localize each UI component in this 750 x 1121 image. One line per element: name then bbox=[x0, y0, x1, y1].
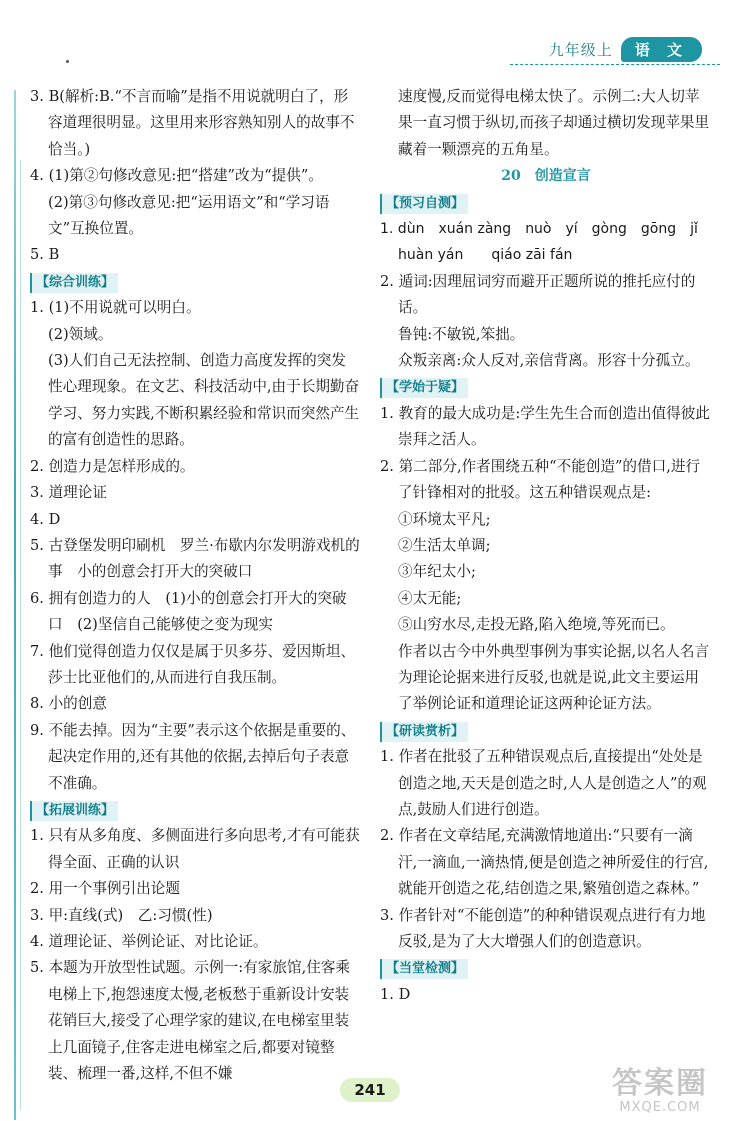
answer-item: 5. B bbox=[30, 246, 60, 264]
margin-dot bbox=[66, 60, 69, 63]
answer-item: 3. 甲:直线(式) 乙:习惯(性) bbox=[30, 906, 213, 924]
answer-item: 9. 不能去掉。因为“主要”表示这个依据是重要的、起决定作用的,还有其他的依据,去掉后句子表意不准确。 bbox=[30, 721, 356, 792]
section-heading-yandu: 【研读赏析】 bbox=[380, 722, 468, 742]
section-heading-xueshi: 【学始于疑】 bbox=[380, 378, 468, 398]
answer-item: (2)领域。 bbox=[48, 325, 113, 343]
answer-item: ①环境太平凡; bbox=[398, 510, 491, 528]
answer-item: 1. (1)不用说就可以明白。 bbox=[30, 299, 201, 317]
answer-item: 7. 他们觉得创造力仅仅是属于贝多芬、爱因斯坦、莎士比亚他们的,从而进行自我压制。 bbox=[30, 642, 356, 686]
grade-label: 九年级上 bbox=[548, 40, 613, 59]
answer-item: 8. 小的创意 bbox=[30, 695, 107, 713]
answer-item: 1. 教育的最大成功是:学生先生合而创造出值得彼此崇拜之活人。 bbox=[380, 404, 710, 449]
watermark-url: MXQE.COM bbox=[619, 1100, 701, 1115]
answer-item: 3. B(解析:B.“不言而喻”是指不用说就明白了，形容道理很明显。这里用来形容熟知别人的故事不恰当。) bbox=[30, 88, 355, 158]
answer-item: 作者以古今中外典型事例为事实论据,以名人名言为理论论据来进行反驳,也就是说,此文主要运用了举例论证和道理论证这两种论证方法。 bbox=[398, 642, 710, 713]
answer-item: 2. 作者在文章结尾,充满激情地道出:“只要有一滴汗,一滴血,一滴热情,便是创造之神所爱住的行宫,就能开创造之花,结创造之果,繁殖创造之森林。” bbox=[380, 827, 709, 898]
answer-item: ④太无能; bbox=[398, 589, 462, 607]
answer-item: 2. 创造力是怎样形成的。 bbox=[30, 457, 195, 475]
right-column bbox=[380, 84, 712, 1008]
answer-item: 4. 道理论证、举例论证、对比论证。 bbox=[30, 933, 268, 950]
section-heading-zonghe: 【综合训练】 bbox=[30, 273, 118, 293]
page-spine-line-inner bbox=[20, 160, 21, 1110]
answer-item: 5. 本题为开放型性试题。示例一:有家旅馆,住客乘电梯上下,抱怨速度太慢,老板愁于重新设计安装花销巨大,接受了心理学家的建议,在电梯室里装上几面镜子,住客走进电梯室之后,都要对镜整装、梳理一番,这样,不但不嫌 bbox=[30, 959, 350, 1083]
answer-item: 1. 作者在批驳了五种错误观点后,直接提出“处处是创造之地,天天是创造之时,人人是创造之人”的观点,鼓励人们进行创造。 bbox=[380, 748, 707, 818]
subject-badge: 语 文 bbox=[621, 37, 702, 62]
answer-item: 2. 第二部分,作者围绕五种“不能创造”的借口,进行了针锋相对的批驳。这五种错误观点是: bbox=[380, 457, 701, 502]
pinyin-line: 1. dùn xuán zàng nuò yí gòng gōng jǐ bbox=[380, 221, 698, 238]
answer-item: 2. 用一个事例引出论题 bbox=[30, 880, 180, 898]
answer-continuation: 速度慢,反而觉得电梯太快了。示例二:大人切苹果一直习惯于纵切,而孩子却通过横切发现苹果里藏着一颗漂亮的五角星。 bbox=[398, 88, 710, 158]
answer-item: 3. 道理论证 bbox=[30, 484, 107, 502]
watermark-logo-text: 答案圈 bbox=[612, 1066, 708, 1101]
answer-item: (2)第③句修改意见:把“运用语文”和“学习语文”互换位置。 bbox=[48, 193, 330, 238]
page-header bbox=[549, 36, 702, 62]
answer-item: 3. 作者针对“不能创造”的种种错误观点进行有力地反驳,是为了大大增强人们的创造意识。 bbox=[380, 906, 706, 950]
section-heading-yuxi: 【预习自测】 bbox=[380, 194, 468, 214]
section-heading-dangtang: 【当堂检测】 bbox=[380, 959, 468, 979]
answer-item: 2. 遁词:因理屈词穷而避开正题所说的推托应付的话。 bbox=[380, 272, 696, 317]
left-column bbox=[30, 84, 360, 1087]
answer-item: ②生活太单调; bbox=[398, 536, 491, 554]
header-divider bbox=[510, 64, 720, 66]
page-number: 241 bbox=[340, 1078, 400, 1102]
answer-item: 4. D bbox=[30, 510, 61, 528]
page-spine-line bbox=[14, 90, 16, 1120]
answer-item: 鲁钝:不敏锐,笨拙。 bbox=[398, 325, 525, 343]
answer-item: 众叛亲离:众人反对,亲信背离。形容十分孤立。 bbox=[398, 352, 700, 370]
answer-item: 1. D bbox=[380, 985, 411, 1003]
lesson-title: 20 创造宣言 bbox=[501, 168, 591, 185]
answer-item: ③年纪太小; bbox=[398, 563, 476, 581]
answer-item: 4. (1)第②句修改意见:把“搭建”改为“提供”。 bbox=[30, 167, 323, 185]
answer-item: 1. 只有从多角度、多侧面进行多向思考,才有可能获得全面、正确的认识 bbox=[30, 827, 360, 871]
answer-item: 5. 古登堡发明印刷机 罗兰·布歇内尔发明游戏机的事 小的创意会打开大的突破口 bbox=[30, 536, 360, 581]
section-heading-tuozhan: 【拓展训练】 bbox=[30, 801, 118, 821]
answer-item: 6. 拥有创造力的人 (1)小的创意会打开大的突破口 (2)坚信自己能够使之变为现实 bbox=[30, 589, 347, 634]
answer-item: ⑤山穷水尽,走投无路,陷入绝境,等死而已。 bbox=[398, 616, 675, 634]
watermark bbox=[612, 1068, 708, 1115]
answer-item: (3)人们自己无法控制、创造力高度发挥的突发性心理现象。在文艺、科技活动中,由于长期勤奋学习、努力实践,不断积累经验和常识而突然产生的富有创造性的思路。 bbox=[48, 352, 360, 449]
pinyin-line: huàn yán qiáo zāi fán bbox=[398, 247, 573, 264]
